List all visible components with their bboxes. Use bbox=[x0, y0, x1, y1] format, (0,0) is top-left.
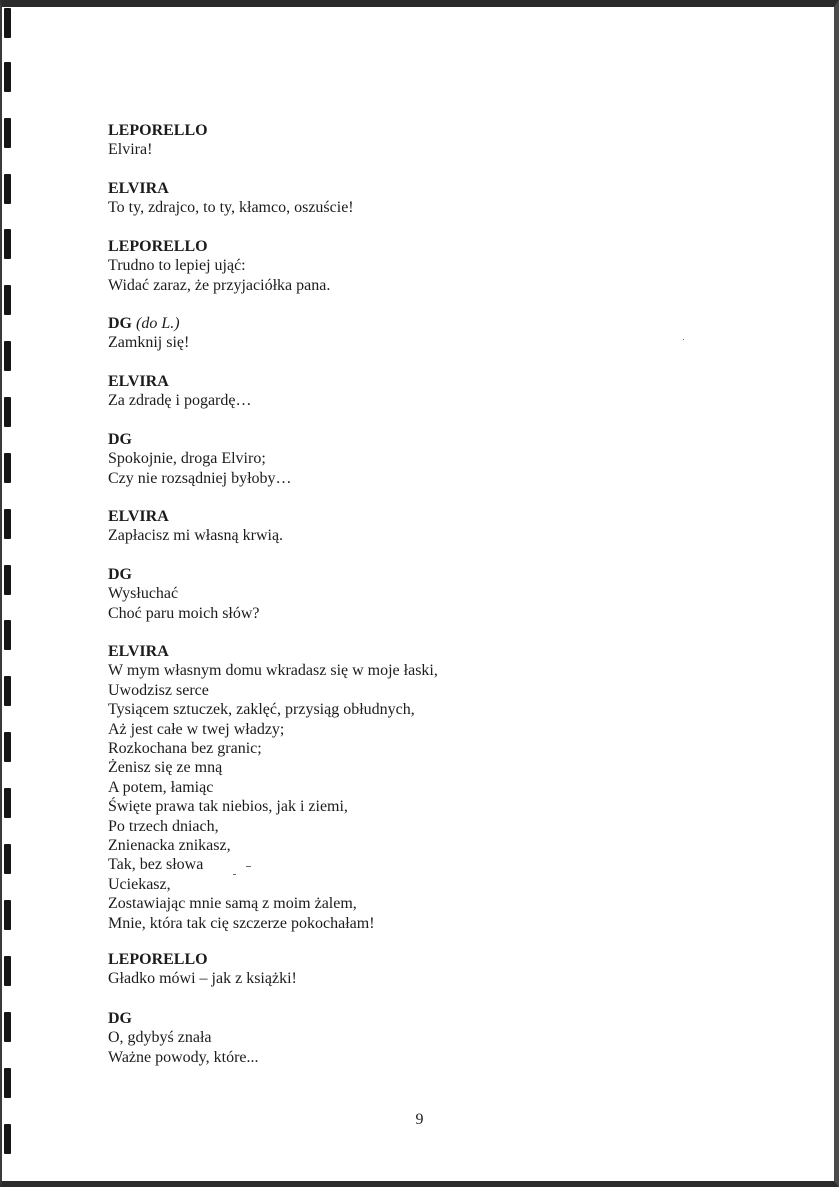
speaker-name: DG bbox=[108, 566, 132, 583]
dialogue-line: Ważne powody, które... bbox=[108, 1048, 259, 1066]
binding-mark bbox=[4, 732, 11, 762]
dialogue-line: Tak, bez słowa bbox=[108, 856, 204, 874]
dialogue-line: Czy nie rozsądniej byłoby… bbox=[108, 469, 292, 487]
dialogue-line: Za zdradę i pogardę… bbox=[108, 392, 252, 410]
dialogue-line: Gładko mówi – jak z książki! bbox=[108, 970, 297, 988]
dialogue-line: Uwodzisz serce bbox=[108, 681, 209, 699]
dialogue-line: Aż jest całe w twej władzy; bbox=[108, 720, 285, 738]
binding-mark bbox=[4, 509, 11, 539]
binding-mark bbox=[4, 788, 11, 818]
dialogue-line: A potem, łamiąc bbox=[108, 778, 214, 796]
scan-speck bbox=[683, 339, 684, 340]
binding-mark bbox=[4, 453, 11, 483]
dialogue-line: Zapłacisz mi własną krwią. bbox=[108, 527, 284, 545]
binding-mark bbox=[4, 1068, 11, 1098]
dialogue-line: Tysiącem sztuczek, zaklęć, przysiąg obłudnych, bbox=[108, 701, 415, 719]
speaker-name bbox=[108, 314, 189, 333]
speaker-name: LEPORELLO bbox=[108, 238, 208, 255]
dialogue-line: Żenisz się ze mną bbox=[108, 759, 223, 777]
binding-mark bbox=[4, 900, 11, 930]
dialogue-line: W mym własnym domu wkradasz się w moje łaski, bbox=[108, 662, 438, 680]
dialogue-line: Po trzech dniach, bbox=[108, 817, 219, 835]
binding-mark bbox=[4, 341, 11, 371]
dialogue-block bbox=[108, 950, 297, 989]
dialogue-block bbox=[108, 430, 292, 488]
dialogue-block bbox=[108, 642, 438, 933]
dialogue-line: Zamknij się! bbox=[108, 334, 190, 352]
binding-mark bbox=[4, 676, 11, 706]
dialogue-line: Spokojnie, droga Elviro; bbox=[108, 450, 266, 468]
speaker-name: DG bbox=[108, 431, 132, 448]
binding-mark bbox=[4, 565, 11, 595]
speaker-name: DG bbox=[108, 1010, 132, 1027]
binding-mark bbox=[4, 1012, 11, 1042]
dialogue-block bbox=[108, 507, 283, 546]
binding-mark bbox=[4, 8, 11, 38]
page-number: 9 bbox=[415, 1111, 424, 1128]
binding-mark bbox=[4, 229, 11, 259]
dialogue-block bbox=[108, 565, 260, 623]
dialogue-line: Święte prawa tak niebios, jak i ziemi, bbox=[108, 798, 348, 816]
dialogue-line: To ty, zdrajco, to ty, kłamco, oszuście! bbox=[108, 199, 354, 217]
dialogue-block bbox=[108, 179, 354, 218]
speaker-name: ELVIRA bbox=[108, 373, 169, 390]
dialogue-line: Rozkochana bez granic; bbox=[108, 740, 262, 758]
speaker-name: ELVIRA bbox=[108, 180, 169, 197]
binding-mark bbox=[4, 285, 11, 315]
binding-mark bbox=[4, 844, 11, 874]
speaker-label: DG bbox=[108, 315, 132, 332]
dialogue-line: Widać zaraz, że przyjaciółka pana. bbox=[108, 276, 331, 294]
dialogue-line: Trudno to lepiej ująć: bbox=[108, 257, 246, 275]
dialogue-block bbox=[108, 121, 208, 160]
dialogue-block bbox=[108, 237, 330, 295]
binding-mark bbox=[4, 397, 11, 427]
binding-mark bbox=[4, 174, 11, 204]
binding-mark bbox=[4, 620, 11, 650]
dialogue-line: Uciekasz, bbox=[108, 875, 171, 893]
dialogue-line: Mnie, która tak cię szczerze pokochałam! bbox=[108, 914, 375, 932]
dialogue-line: Zostawiając mnie samą z moim żalem, bbox=[108, 895, 357, 913]
dialogue-block bbox=[108, 372, 251, 411]
dialogue-line: Elvira! bbox=[108, 141, 153, 159]
dialogue-line: O, gdybyś znała bbox=[108, 1029, 212, 1047]
speaker-name: LEPORELLO bbox=[108, 122, 208, 139]
binding-mark bbox=[4, 956, 11, 986]
speaker-name: LEPORELLO bbox=[108, 951, 208, 968]
stage-direction: (do L.) bbox=[136, 315, 180, 332]
dialogue-line: Znienacka znikasz, bbox=[108, 837, 231, 855]
dialogue-block bbox=[108, 314, 189, 353]
binding-holes bbox=[4, 0, 16, 1187]
speaker-name: ELVIRA bbox=[108, 643, 169, 660]
dialogue-line: Wysłuchać bbox=[108, 585, 179, 603]
binding-mark bbox=[4, 118, 11, 148]
binding-mark bbox=[4, 62, 11, 92]
dialogue-line: Choć paru moich słów? bbox=[108, 604, 260, 622]
speaker-name: ELVIRA bbox=[108, 508, 169, 525]
dialogue-block bbox=[108, 1009, 259, 1067]
